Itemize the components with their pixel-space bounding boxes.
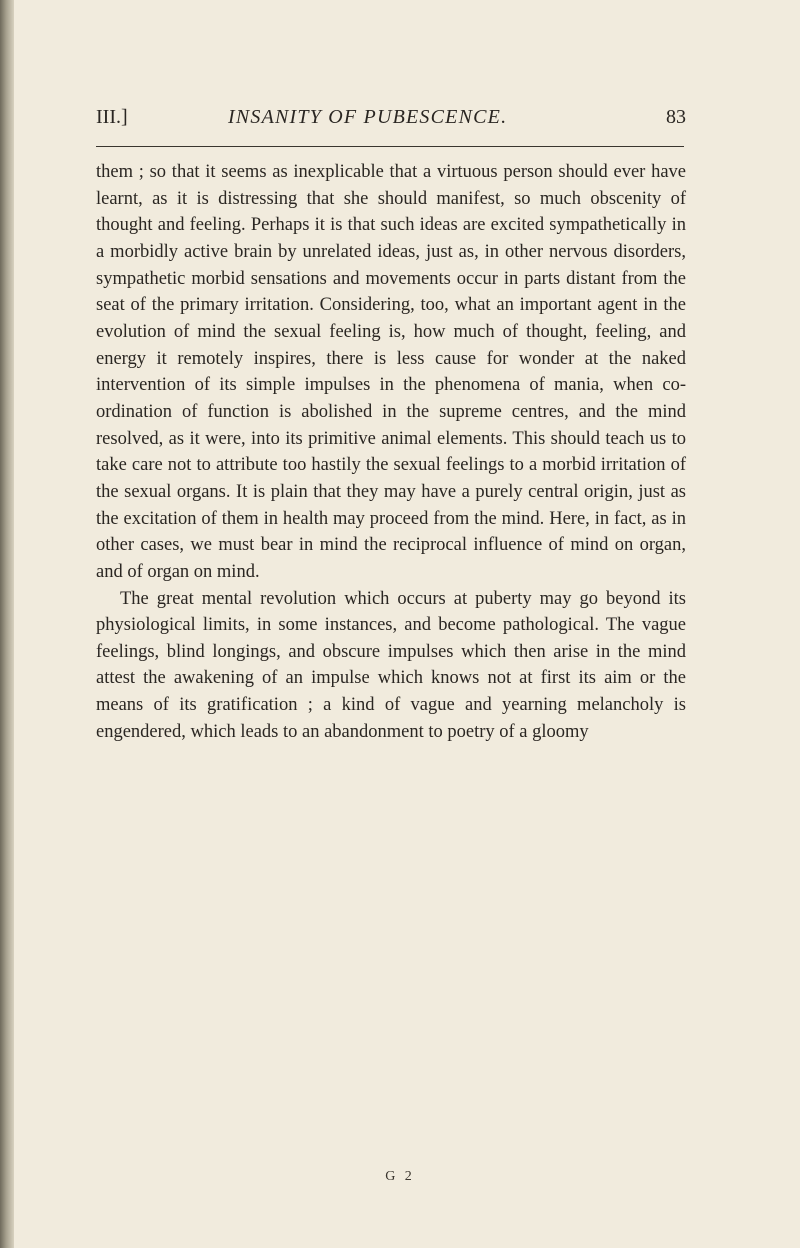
body-text	[96, 159, 686, 745]
page-gutter-edge	[0, 0, 14, 1248]
paragraph-continued: them ; so that it seems as inexplicable that a virtuous person should ever have learnt, as it is distressing that she should manifest, so much obscenity of thought and feeling. Perhaps it is that such ideas are excited sympathetically in a morbidly active brain by unrelated ideas, just as, in other nervous disorders, sympathetic morbid sensations and movements occur in parts distant from the seat of the primary irritation. Considering, too, what an important agent in the evolution of mind the sexual feeling is, how much of thought, feeling, and energy it remotely inspires, there is less cause for wonder at the naked intervention of its simple impulses in the phenomena of mania, when co-ordination of function is abolished in the supreme centres, and the mind resolved, as it were, into its primitive animal elements. This should teach us to take care not to attribute too hastily the sexual feelings to a morbid irritation of the sexual organs. It is plain that they may have a purely central origin, just as the excitation of them in health may proceed from the mind. Here, in fact, as in other cases, we must bear in mind the reciprocal influence of mind on organ, and of organ on mind.	[96, 162, 686, 582]
header-rule	[96, 146, 684, 147]
page-number: 83	[666, 106, 686, 128]
running-head	[96, 104, 686, 136]
chapter-marker: III.]	[96, 106, 128, 128]
running-head-title: INSANITY OF PUBESCENCE.	[228, 106, 508, 128]
paragraph-puberty: The great mental revolution which occurs at puberty may go beyond its physiological limits, in some instances, and become pathological. The vague feelings, blind longings, and obscure impulses which then arise in the mind attest the awakening of an impulse which knows not at first its aim or the means of its gratification ; a kind of vague and yearning melancholy is engendered, which leads to an abandonment to poetry of a gloomy	[96, 588, 686, 742]
signature-mark: G 2	[385, 1169, 415, 1184]
